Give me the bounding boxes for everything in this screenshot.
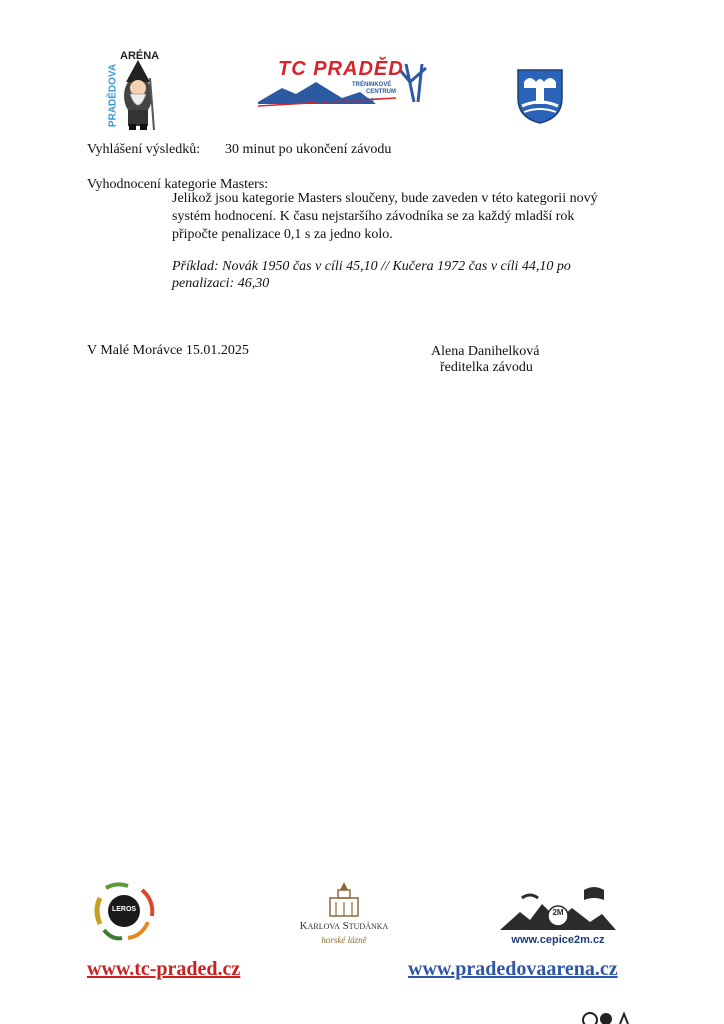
tc-logo-title: TC PRADĚD — [278, 58, 404, 80]
results-announcement-label: Vyhlášení výsledků: — [87, 142, 201, 157]
arena-logo-top-text: ARÉNA — [120, 50, 160, 62]
cepice2m-url[interactable]: www.cepice2m.cz — [511, 934, 605, 946]
masters-heading: Vyhodnocení kategorie Masters: — [87, 177, 269, 192]
pradedova-arena-logo — [102, 50, 158, 134]
arena-logo-vertical-text: PRADĚDOVA — [107, 63, 119, 128]
masters-description-line: Jelikož jsou kategorie Masters sloučeny, bude zaveden v této kategorii nový — [172, 191, 598, 206]
tc-logo-line1: TRÉNINKOVÉ — [352, 82, 392, 88]
pradedova-arena-website-link[interactable]: www.pradedovaarena.cz — [408, 958, 618, 980]
masters-example-line: penalizaci: 46,30 — [172, 276, 270, 291]
karlova-studanka-subtitle: horské lázně — [321, 935, 367, 945]
spa-building-icon — [324, 880, 364, 920]
leros-label: LEROS — [111, 906, 137, 913]
tc-logo-line3: MALÁ MORÁVKA — [316, 98, 375, 105]
decorative-figure-icon — [578, 1010, 634, 1024]
signature-name: Alena Danihelková — [431, 344, 540, 359]
tc-praded-logo — [256, 58, 436, 110]
tc-praded-website-link[interactable]: www.tc-praded.cz — [87, 958, 241, 980]
cepice2m-sponsor-logo — [498, 886, 618, 952]
karlova-studanka-title: Karlova Studánka — [299, 920, 389, 932]
place-and-date: V Malé Morávce 15.01.2025 — [87, 343, 249, 358]
karlova-studanka-sponsor-logo — [288, 880, 400, 952]
mala-moravka-coat-of-arms — [516, 68, 564, 124]
cepice2m-badge: 2M — [552, 908, 564, 917]
signature-role: ředitelka závodu — [440, 360, 533, 375]
leros-sponsor-logo — [86, 880, 162, 944]
masters-example-line: Příklad: Novák 1950 čas v cíli 45,10 // Kučera 1972 čas v cíli 44,10 po — [172, 259, 571, 274]
tc-logo-line2: CENTRUM — [366, 89, 396, 95]
masters-description-line: připočte penalizace 0,1 s za jedno kolo. — [172, 227, 393, 242]
results-announcement-value: 30 minut po ukončení závodu — [225, 142, 392, 157]
masters-description-line: systém hodnocení. K času nejstaršího závodníka se za každý mladší rok — [172, 209, 575, 224]
shield-icon — [516, 68, 564, 124]
